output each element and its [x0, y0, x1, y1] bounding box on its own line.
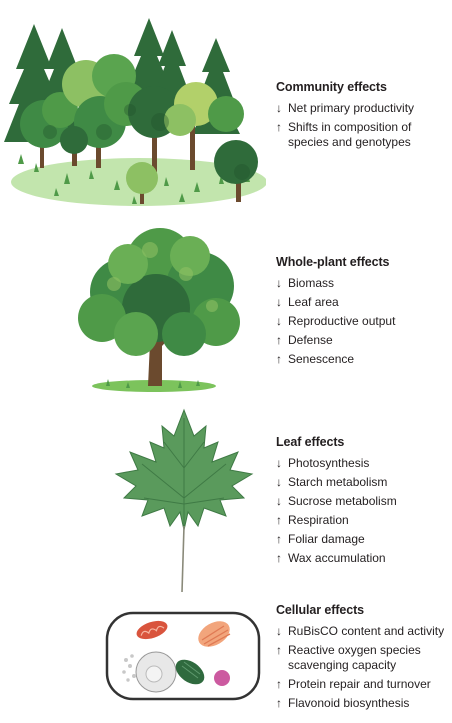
list-item [276, 352, 452, 367]
forest-illustration [4, 14, 266, 214]
effect-label: Defense [288, 333, 333, 347]
cell-illustration [104, 610, 262, 702]
arrow-up-icon: ↑ [276, 513, 282, 527]
section-title: Community effects [276, 80, 387, 94]
list-item [276, 532, 452, 547]
leaf-illustration [114, 408, 254, 594]
list-item [276, 314, 452, 329]
list-item [276, 513, 452, 528]
community-effects-section [276, 80, 452, 154]
arrow-up-icon: ↑ [276, 551, 282, 565]
leaf-effects-section [276, 435, 452, 570]
effect-label: Net primary productivity [288, 101, 415, 115]
effect-label: Reproductive output [288, 314, 396, 328]
list-item [276, 276, 452, 291]
list-item [276, 101, 452, 116]
arrow-down-icon: ↓ [276, 494, 282, 508]
arrow-down-icon: ↓ [276, 314, 282, 328]
arrow-up-icon: ↑ [276, 643, 282, 657]
section-title: Leaf effects [276, 435, 345, 449]
tree-icon [66, 222, 256, 394]
section-title: Whole-plant effects [276, 255, 390, 269]
effect-label: Protein repair and turnover [288, 677, 431, 691]
arrow-down-icon: ↓ [276, 276, 282, 290]
arrow-down-icon: ↓ [276, 456, 282, 470]
arrow-up-icon: ↑ [276, 696, 282, 710]
arrow-down-icon: ↓ [276, 475, 282, 489]
list-item [276, 120, 452, 150]
list-item [276, 494, 452, 509]
arrow-down-icon: ↓ [276, 295, 282, 309]
effect-label: Starch metabolism [288, 475, 388, 489]
effect-label: RuBisCO content and activity [288, 624, 445, 638]
effect-label: Reactive oxygen species scavenging capacity [288, 643, 421, 672]
cellular-effects-section [276, 603, 452, 715]
arrow-up-icon: ↑ [276, 677, 282, 691]
effect-label: Sucrose metabolism [288, 494, 397, 508]
list-item [276, 643, 452, 673]
list-item [276, 456, 452, 471]
effect-label: Flavonoid biosynthesis [288, 696, 410, 710]
effect-label: Photosynthesis [288, 456, 370, 470]
list-item [276, 624, 452, 639]
list-item [276, 551, 452, 566]
effect-label: Foliar damage [288, 532, 365, 546]
arrow-up-icon: ↑ [276, 532, 282, 546]
cell-icon [104, 610, 262, 702]
list-item [276, 295, 452, 310]
leaf-icon [114, 408, 254, 594]
tree-illustration [66, 222, 256, 394]
forest-icon [4, 14, 266, 214]
effect-label: Shifts in composition of species and genotypes [288, 120, 412, 149]
effect-label: Leaf area [288, 295, 339, 309]
effect-label: Respiration [288, 513, 349, 527]
list-item [276, 677, 452, 692]
list-item [276, 475, 452, 490]
arrow-down-icon: ↓ [276, 101, 282, 115]
arrow-up-icon: ↑ [276, 352, 282, 366]
arrow-up-icon: ↑ [276, 333, 282, 347]
arrow-up-icon: ↑ [276, 120, 282, 134]
section-title: Cellular effects [276, 603, 365, 617]
list-item [276, 696, 452, 711]
whole-plant-effects-section [276, 255, 452, 371]
effect-label: Senescence [288, 352, 355, 366]
list-item [276, 333, 452, 348]
arrow-down-icon: ↓ [276, 624, 282, 638]
effect-label: Biomass [288, 276, 335, 290]
effect-label: Wax accumulation [288, 551, 386, 565]
